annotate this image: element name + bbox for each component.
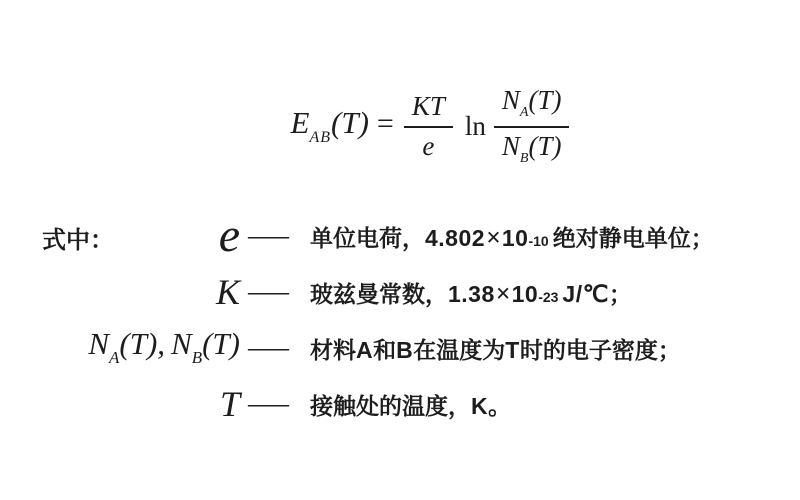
argument-T: (T),	[119, 326, 166, 361]
symbol-N: N	[501, 130, 520, 161]
fraction-numerator-KT: KT	[404, 92, 453, 127]
multiplication-sign: ×	[495, 278, 511, 308]
symbol-N: N	[501, 85, 520, 115]
formula-lhs	[291, 105, 404, 147]
argument-T: (T)	[202, 326, 240, 361]
exponent: -10	[528, 232, 549, 249]
symbol-e: e	[218, 209, 240, 262]
definition-text	[310, 388, 511, 421]
fraction-NA-over-NB	[494, 86, 570, 166]
value-number: 4.802	[425, 224, 486, 251]
definition-text	[310, 276, 632, 309]
symbol-cell	[0, 209, 240, 262]
fraction-denominator-e: e	[422, 130, 435, 161]
desc-text: 玻兹曼常数，	[310, 281, 448, 307]
ln-operator: ln	[464, 110, 486, 141]
em-dash: ——	[248, 391, 286, 416]
desc-text: 。	[488, 393, 512, 419]
exponent: -23	[538, 288, 559, 305]
symbol-N: N	[171, 326, 192, 361]
desc-text: 单位电荷，	[310, 225, 425, 251]
base-ten: 10	[501, 224, 529, 251]
desc-text: 在温度为	[413, 337, 506, 363]
unit-text: J/℃；	[562, 280, 633, 307]
definition-row-T	[0, 376, 800, 432]
equals-sign: =	[376, 107, 394, 141]
argument-T: (T)	[528, 85, 562, 115]
em-dash: ——	[248, 279, 286, 304]
multiplication-sign: ×	[486, 222, 501, 252]
symbol-N: N	[88, 326, 109, 361]
symbol-NA-NB	[88, 328, 240, 368]
subscript-B: B	[519, 150, 529, 166]
desc-text: 时的电子密度；	[519, 337, 681, 363]
material-B: B	[396, 336, 414, 363]
subscript-B: B	[191, 348, 203, 367]
subscript-A: A	[519, 105, 529, 120]
em-dash: ——	[248, 335, 286, 360]
symbol-T: T	[219, 384, 240, 424]
symbol-cell	[0, 274, 240, 310]
material-A: A	[356, 336, 374, 363]
symbol-cell	[0, 328, 240, 368]
desc-text: 材料	[310, 337, 356, 363]
fraction-numerator-NA	[494, 86, 570, 128]
temperature-T: T	[505, 336, 520, 363]
value-number: 1.38	[448, 280, 495, 307]
base-ten: 10	[511, 280, 539, 307]
formula-E-argument: (T)	[331, 105, 369, 141]
symbol-K: K	[215, 272, 240, 312]
formula-E: E	[290, 105, 310, 141]
definition-list	[0, 208, 800, 432]
definition-row-NA-NB	[0, 320, 800, 376]
desc-text: 绝对静电单位；	[552, 225, 714, 251]
desc-text: 和	[373, 337, 397, 363]
definition-row-K	[0, 264, 800, 320]
definition-text	[310, 332, 681, 365]
definition-text	[310, 220, 714, 253]
desc-text: 接触处的温度，	[310, 393, 471, 419]
argument-T: (T)	[528, 130, 562, 161]
em-dash: ——	[248, 223, 286, 248]
thermoelectric-emf-formula	[30, 86, 800, 166]
symbol-cell	[0, 386, 240, 422]
fraction-KT-over-e	[404, 92, 453, 160]
definition-row-e	[0, 208, 800, 264]
subscript-A: A	[109, 348, 120, 367]
fraction-denominator-NB	[502, 128, 562, 167]
where-label: 式中：	[42, 228, 114, 254]
unit-kelvin: K	[471, 392, 489, 419]
formula-E-subscript: AB	[309, 129, 332, 147]
